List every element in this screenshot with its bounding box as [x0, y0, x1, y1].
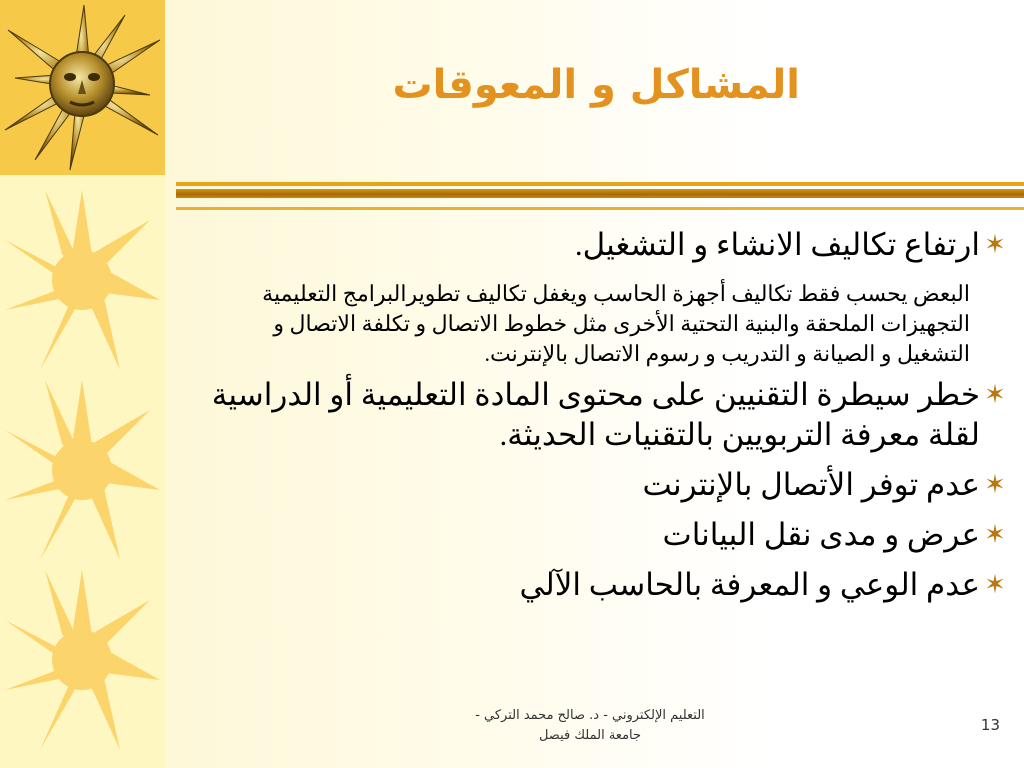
- decorative-sidebar: [0, 0, 165, 768]
- footer-author-line: التعليم الإلكتروني - د. صالح محمد التركي -: [475, 708, 705, 723]
- bullet-item: [195, 225, 1010, 265]
- bullet-text: ارتفاع تكاليف الانشاء و التشغيل.: [574, 227, 980, 262]
- star-bullet-icon: ✶: [984, 570, 1006, 600]
- sub-paragraph: البعض يحسب فقط تكاليف أجهزة الحاسب ويغفل تكاليف تطويرالبرامج التعليمية التجهيزات الملحقة والبنية التحتية الأخرى مثل خطوط الاتصال و تكلفة الاتصال و التشغيل و الصيانة و التدريب و رسوم الاتصال بالإنترنت.: [262, 281, 970, 366]
- title-divider: [176, 182, 1024, 202]
- bullet-text: عرض و مدى نقل البيانات: [662, 517, 980, 552]
- sun-star-icon: [0, 180, 165, 380]
- sun-star-icon: [0, 370, 165, 570]
- slide-footer: [430, 706, 750, 746]
- bullet-text: عدم الوعي و المعرفة بالحاسب الآلي: [519, 567, 980, 602]
- bullet-text: خطر سيطرة التقنيين على محتوى المادة التعليمية أو الدراسية لقلة معرفة التربويين بالتقنيات الحديثة.: [211, 377, 980, 452]
- star-bullet-icon: ✶: [984, 470, 1006, 500]
- star-bullet-icon: ✶: [984, 230, 1006, 260]
- bullet-item: [195, 465, 1010, 505]
- footer-university-line: جامعة الملك فيصل: [538, 728, 642, 743]
- bullet-item: [195, 565, 1010, 605]
- bullet-item: [195, 515, 1010, 555]
- sun-logo-box: [0, 0, 165, 175]
- page-number: 13: [980, 716, 1000, 734]
- sun-face-icon: [0, 0, 165, 175]
- star-bullet-icon: ✶: [984, 380, 1006, 410]
- star-bullet-icon: ✶: [984, 520, 1006, 550]
- slide-body: [195, 225, 1010, 605]
- bullet-item: [195, 375, 1010, 455]
- bullet-text: عدم توفر الأتصال بالإنترنت: [642, 467, 980, 502]
- sun-star-icon: [0, 560, 165, 760]
- slide-title: المشاكل و المعوقات: [392, 62, 800, 108]
